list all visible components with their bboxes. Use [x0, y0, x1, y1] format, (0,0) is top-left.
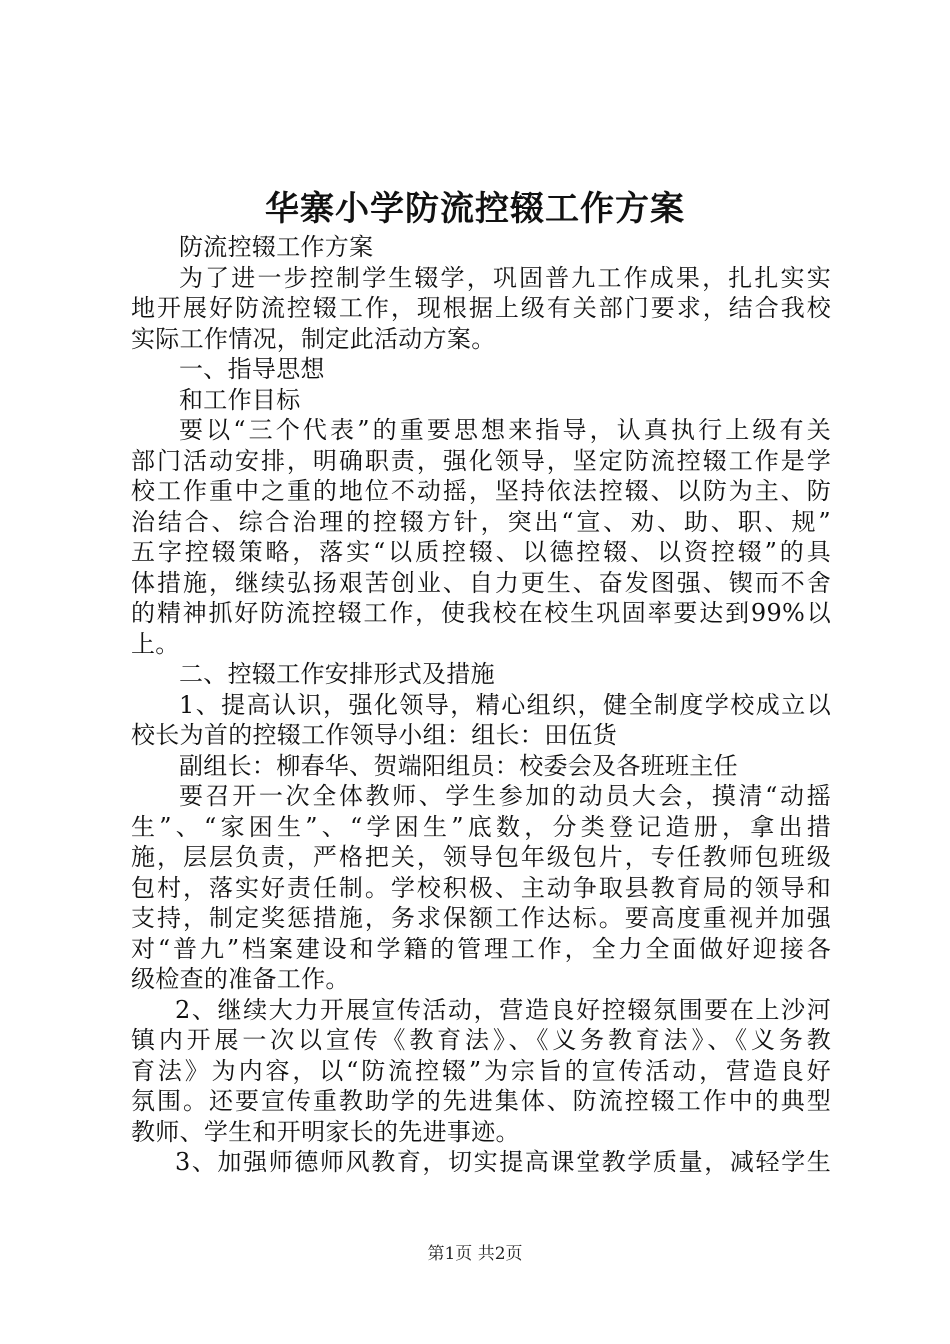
paragraph-line: 副组长：柳春华、贺端阳组员：校委会及各班班主任 — [179, 751, 738, 780]
paragraph-line: 生”、“家困生”、“学困生”底数，分类登记造册，拿出措 — [131, 812, 831, 841]
subtitle-line: 防流控辍工作方案 — [179, 233, 374, 261]
paragraph-line: 支持，制定奖惩措施，务求保额工作达标。要高度重视并加强 — [131, 904, 831, 932]
paragraph-line: 1、提高认识，强化领导，精心组织，健全制度学校成立以 — [179, 690, 831, 719]
paragraph-line: 级检查的准备工作。 — [131, 965, 350, 993]
paragraph-line: 教师、学生和开明家长的先进事迹。 — [131, 1117, 520, 1146]
section-heading: 二、控辍工作安排形式及措施 — [179, 660, 495, 688]
document-title: 华寨小学防流控辍工作方案 — [265, 189, 685, 229]
paragraph-line: 要以“三个代表”的重要思想来指导，认真执行上级有关 — [179, 416, 831, 444]
paragraph-line: 部门活动安排，明确职责，强化领导，坚定防流控辍工作是学 — [131, 446, 831, 475]
paragraph-line: 施，层层负责，严格把关，领导包年级包片，专任教师包班级 — [131, 843, 831, 871]
paragraph-line: 2、继续大力开展宣传活动，营造良好控辍氛围要在上沙河 — [175, 995, 831, 1024]
page-number-footer: 第1页 共2页 — [427, 1244, 523, 1264]
paragraph-line: 要召开一次全体教师、学生参加的动员大会，摸清“动摇 — [179, 782, 831, 810]
paragraph-line: 3、加强师德师风教育，切实提高课堂教学质量，减轻学生 — [175, 1148, 831, 1176]
paragraph-line: 包村，落实好责任制。学校积极、主动争取县教育局的领导和 — [131, 873, 831, 902]
paragraph-line: 实际工作情况，制定此活动方案。 — [131, 324, 496, 353]
paragraph-line: 地开展好防流控辍工作，现根据上级有关部门要求，结合我校 — [131, 294, 831, 322]
paragraph-line: 育法》为内容，以“防流控辍”为宗旨的宣传活动，营造良好 — [131, 1056, 831, 1085]
document-body — [131, 232, 831, 1178]
paragraph-line: 镇内开展一次以宣传《教育法》、《义务教育法》、《义务教 — [131, 1026, 831, 1054]
paragraph-line: 的精神抓好防流控辍工作，使我校在校生巩固率要达到99%以 — [131, 599, 831, 627]
paragraph-line: 治结合、综合治理的控辍方针，突出“宣、劝、助、职、规” — [131, 507, 831, 536]
paragraph-line: 对“普九”档案建设和学籍的管理工作，全力全面做好迎接各 — [131, 934, 831, 963]
paragraph-line: 五字控辍策略，落实“以质控辍、以德控辍、以资控辍”的具 — [131, 538, 831, 566]
paragraph-line: 氛围。还要宣传重教助学的先进集体、防流控辍工作中的典型 — [131, 1087, 831, 1115]
paragraph-line: 为了进一步控制学生辍学，巩固普九工作成果，扎扎实实 — [179, 263, 831, 292]
paragraph-line: 校工作重中之重的地位不动摇，坚持依法控辍、以防为主、防 — [131, 477, 831, 505]
paragraph-line: 体措施，继续弘扬艰苦创业、自力更生、奋发图强、锲而不舍 — [131, 568, 831, 597]
section-heading: 和工作目标 — [179, 385, 301, 414]
section-heading: 一、指导思想 — [179, 355, 325, 383]
paragraph-line: 校长为首的控辍工作领导小组：组长：田伍货 — [131, 721, 617, 749]
paragraph-line: 上。 — [131, 629, 180, 658]
